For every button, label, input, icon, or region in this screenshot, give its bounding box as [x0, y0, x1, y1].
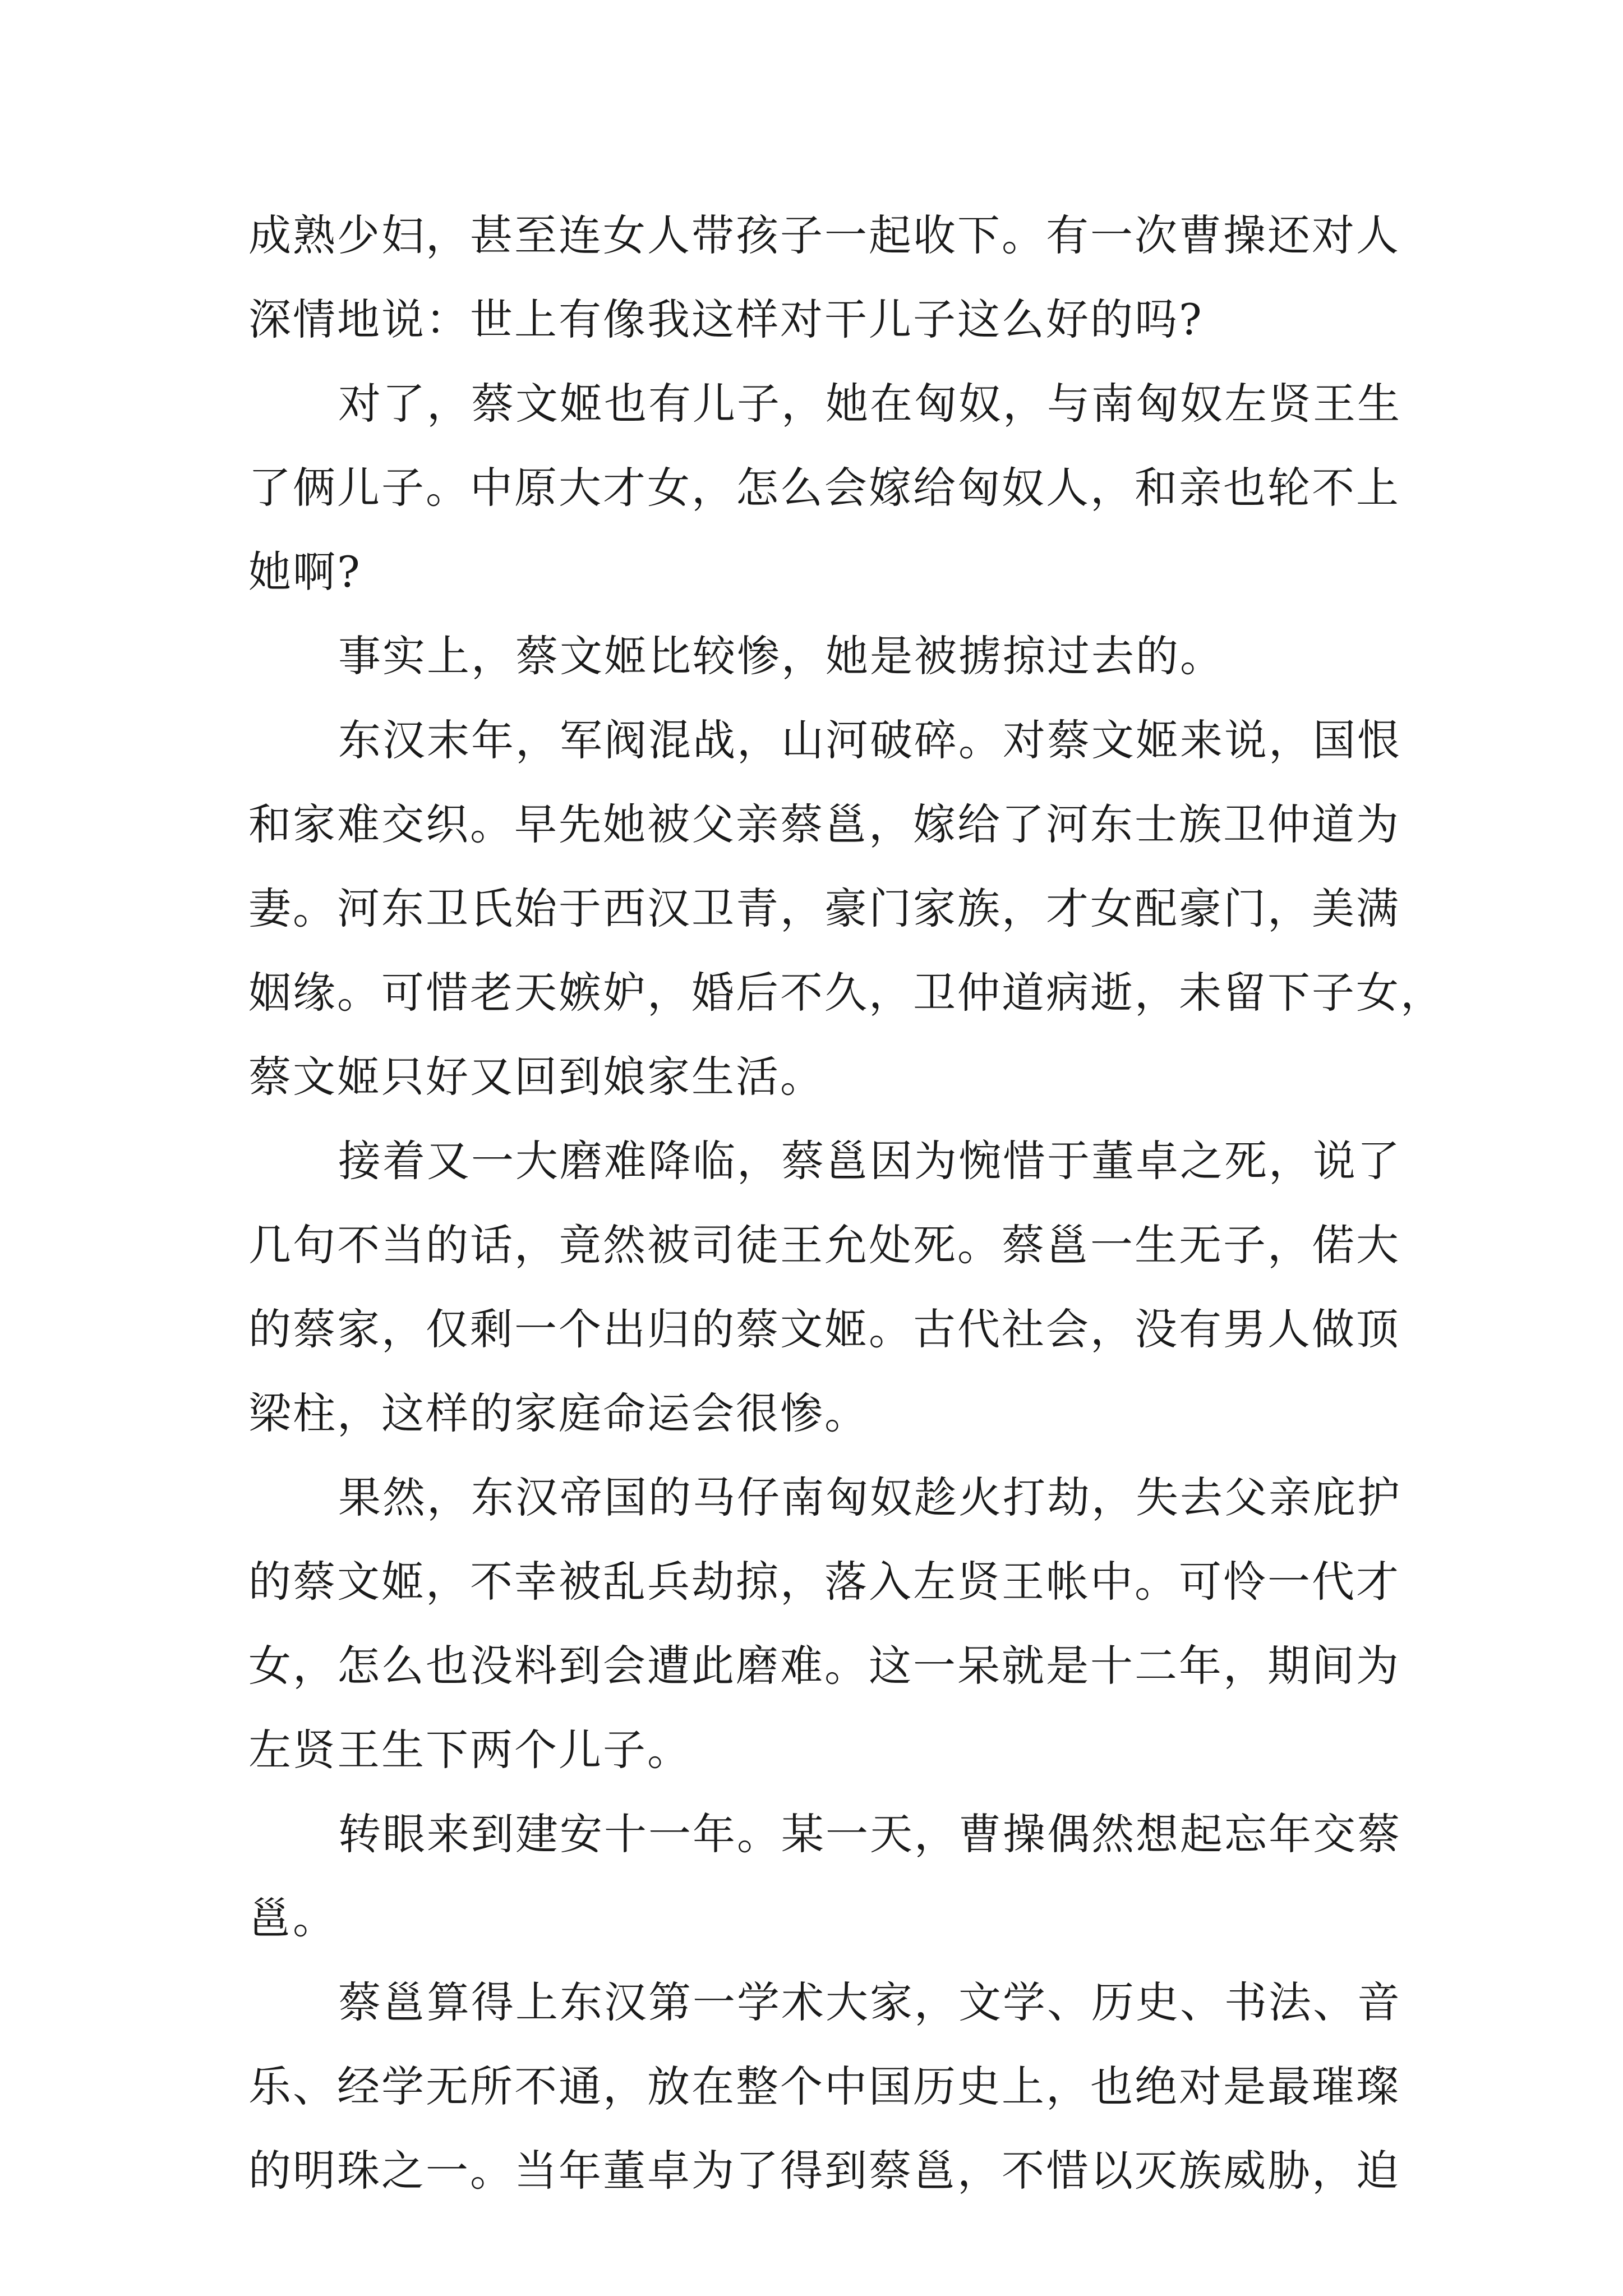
text-line: 深情地说：世上有像我这样对干儿子这么好的吗? [248, 295, 1204, 344]
text-line: 接着又一大磨难降临，蔡邕因为惋惜于董卓之死，说了 [338, 1136, 1401, 1186]
text-line: 的蔡家，仅剩一个出归的蔡文姬。古代社会，没有男人做顶 [248, 1304, 1400, 1354]
text-line: 的蔡文姬，不幸被乱兵劫掠，落入左贤王帐中。可怜一代才 [248, 1557, 1400, 1607]
text-line: 姻缘。可惜老天嫉妒，婚后不久，卫仲道病逝，未留下子女， [248, 968, 1445, 1018]
text-line: 对了，蔡文姬也有儿子，她在匈奴，与南匈奴左贤王生 [338, 379, 1401, 429]
text-line: 梁柱，这样的家庭命运会很惨。 [248, 1388, 869, 1438]
text-line: 左贤王生下两个儿子。 [248, 1725, 691, 1775]
text-line: 妻。河东卫氏始于西汉卫青，豪门家族，才女配豪门，美满 [248, 884, 1400, 933]
text-line: 几句不当的话，竟然被司徒王允处死。蔡邕一生无子，偌大 [248, 1220, 1400, 1270]
text-line: 转眼来到建安十一年。某一天，曹操偶然想起忘年交蔡 [338, 1809, 1401, 1859]
text-line: 邕。 [248, 1893, 337, 1943]
text-line: 了俩儿子。中原大才女，怎么会嫁给匈奴人，和亲也轮不上 [248, 463, 1400, 513]
text-line: 成熟少妇，甚至连女人带孩子一起收下。有一次曹操还对人 [248, 210, 1400, 260]
text-line: 果然，东汉帝国的马仔南匈奴趁火打劫，失去父亲庇护 [338, 1473, 1401, 1522]
text-line: 和家难交织。早先她被父亲蔡邕，嫁给了河东士族卫仲道为 [248, 799, 1400, 849]
text-line: 的明珠之一。当年董卓为了得到蔡邕，不惜以灭族威胁，迫 [248, 2146, 1400, 2196]
text-line: 她啊? [248, 547, 362, 597]
text-line: 女，怎么也没料到会遭此磨难。这一呆就是十二年，期间为 [248, 1641, 1400, 1691]
text-line: 蔡文姬只好又回到娘家生活。 [248, 1052, 824, 1102]
text-line: 东汉末年，军阀混战，山河破碎。对蔡文姬来说，国恨 [338, 715, 1401, 765]
text-line: 乐、经学无所不通，放在整个中国历史上，也绝对是最璀璨 [248, 2062, 1400, 2111]
text-line: 蔡邕算得上东汉第一学术大家，文学、历史、书法、音 [338, 1977, 1401, 2027]
text-line: 事实上，蔡文姬比较惨，她是被掳掠过去的。 [338, 631, 1224, 681]
body-text [248, 194, 1445, 2213]
